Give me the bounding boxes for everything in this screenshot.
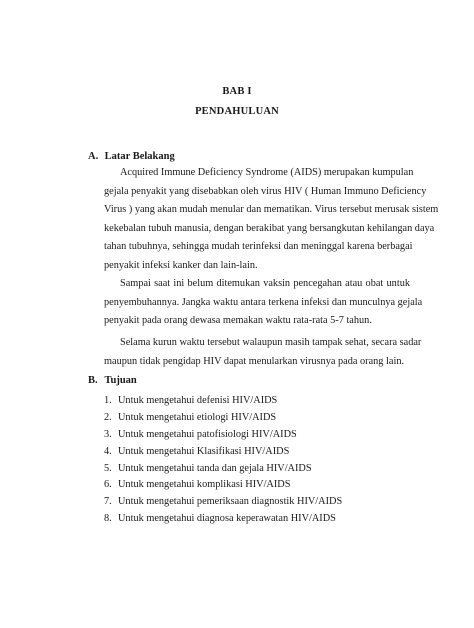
list-item-number: 1. xyxy=(104,395,112,406)
chapter-number: BAB I xyxy=(222,86,252,97)
list-item-text: Untuk mengetahui diagnosa keperawatan HIV/AIDS xyxy=(118,513,336,525)
paragraph-line: penyakit pada orang dewasa memakan waktu rata-rata 5-7 tahun. xyxy=(104,315,372,327)
list-item-text: Untuk mengetahui patofisiologi HIV/AIDS xyxy=(118,428,297,440)
paragraph-line: maupun tidak pengidap HIV dapat menularkan virusnya pada orang lain. xyxy=(104,355,405,367)
list-item xyxy=(104,393,342,410)
section-b-title: Tujuan xyxy=(104,375,137,386)
paragraph-2 xyxy=(104,275,423,331)
list-item-text: Untuk mengetahui komplikasi HIV/AIDS xyxy=(118,479,291,491)
list-item-number: 8. xyxy=(104,513,112,525)
list-item-text: Untuk mengetahui defenisi HIV/AIDS xyxy=(118,395,278,406)
list-item-number: 3. xyxy=(104,428,112,440)
section-a-number: A. xyxy=(88,151,99,162)
section-a-heading xyxy=(88,151,175,162)
paragraph-3 xyxy=(104,334,422,371)
paragraph-1 xyxy=(104,164,439,276)
paragraph-line: Sampai saat ini belum ditemukan vaksin pencegahan atau obat untuk xyxy=(120,278,410,289)
list-item xyxy=(104,444,342,461)
paragraph-line: kekebalan tubuh manusia, dengan berakibat yang bersangkutan kehilangan daya xyxy=(104,222,435,234)
paragraph-line: gejala penyakit yang disebabkan oleh virus HIV ( Human Immuno Deficiency xyxy=(104,185,427,197)
list-item xyxy=(104,511,342,528)
list-item xyxy=(104,461,342,478)
list-item-text: Untuk mengetahui Klasifikasi HIV/AIDS xyxy=(118,445,290,457)
list-item-number: 7. xyxy=(104,496,112,508)
section-b-heading xyxy=(88,375,137,386)
paragraph-line: Virus ) yang akan mudah menular dan mematikan. Virus tersebut merusak sistem xyxy=(104,204,439,216)
paragraph-line: Selama kurun waktu tersebut walaupun masih tampak sehat, secara sadar xyxy=(120,337,422,348)
list-item xyxy=(104,410,342,427)
chapter-title: PENDAHULUAN xyxy=(195,106,279,117)
paragraph-line: penyakit infeksi kanker dan lain-lain. xyxy=(104,259,258,271)
list-item-text: Untuk mengetahui etiologi HIV/AIDS xyxy=(118,411,277,423)
list-item xyxy=(104,427,342,444)
list-item-number: 5. xyxy=(104,462,112,474)
list-item-text: Untuk mengetahui tanda dan gejala HIV/AIDS xyxy=(118,462,312,474)
paragraph-line: penyembuhannya. Jangka waktu antara terkena infeksi dan munculnya gejala xyxy=(104,296,423,308)
list-item xyxy=(104,477,342,494)
section-a-title: Latar Belakang xyxy=(104,151,175,162)
section-b-number: B. xyxy=(88,375,98,386)
paragraph-line: Acquired Immune Deficiency Syndrome (AIDS) merupakan kumpulan xyxy=(120,167,414,178)
list-item-number: 2. xyxy=(104,411,112,423)
list-item-text: Untuk mengetahui pemeriksaan diagnostik HIV/AIDS xyxy=(118,496,343,508)
list-item-number: 4. xyxy=(104,445,112,457)
list-item xyxy=(104,494,342,511)
list-item-number: 6. xyxy=(104,479,112,491)
objectives-list xyxy=(104,393,342,528)
paragraph-line: tahan tubuhnya, sehingga mudah terinfeksi dan meninggal karena berbagai xyxy=(104,241,413,253)
